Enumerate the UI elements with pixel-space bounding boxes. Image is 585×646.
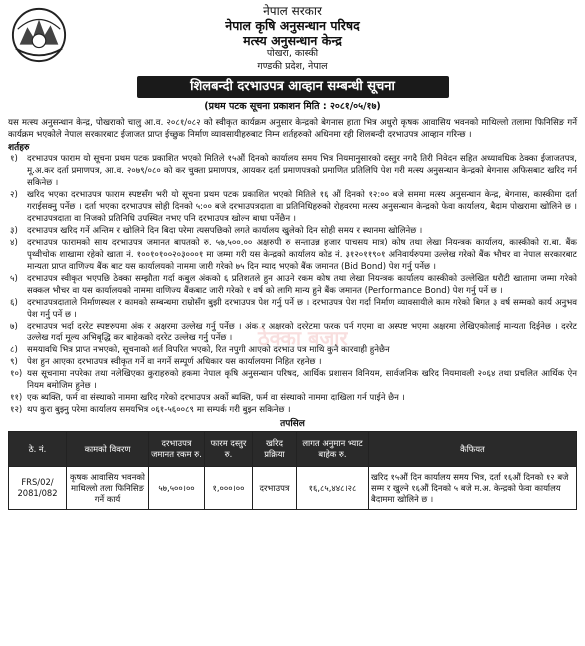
term-number: १) [10, 154, 18, 165]
table-row [9, 467, 577, 510]
term-item [8, 226, 577, 238]
office-header [8, 0, 577, 73]
term-item [8, 298, 577, 322]
term-number: ११) [10, 393, 23, 404]
column-header: कैफियत [369, 432, 577, 467]
table-cell: कृषक आवासिय भवनको माथिल्लो तला फिनिसिङ गर्ने कार्य [67, 467, 149, 510]
term-text: खरिद भएका दरभाउपत्र फाराम स्पष्टसँग भरी यो सूचना प्रथम पटक प्रकाशित भएको मितिले १६ औं दिनको १२:०० बजे सममा मत्स्य अनुसन्धान केन्द्र, बेगनास, कास्कीमा दर्ता गराईसक्नु पर्नेछ । दर्ता भएका दरभाउपत्र सोही दिनको ५:०० बजे दरभाउपत्रदाता वा प्रतिनिधिहरुको रोहवरमा मत्स्य अनुसन्धान केन्द्रको फेवा कार्यालय, बैदाम पोखरामा खोलिने छ । दरभाउपत्रदाता वा निजको प्रतिनिधि उपस्थित नभए पनि दरभाउपत्र खोल्न बाधा पर्नेछैन । [27, 190, 577, 224]
term-item [8, 405, 577, 417]
term-item [8, 274, 577, 298]
watermark-logo [256, 323, 348, 353]
schedule-heading: तपसिल [280, 419, 305, 430]
term-text: एक ब्यक्ति, फर्म वा संस्थाको नाममा खरिद गरेको दरभाउपत्र अर्को ब्यक्ति, फर्म वा संस्थाको नाममा दाखिला गर्न पाईने छैन । [27, 393, 405, 404]
term-number: १२) [10, 405, 23, 416]
term-item [8, 238, 577, 274]
table-cell: ५७,५००।०० [149, 467, 205, 510]
table-header-row [9, 432, 577, 467]
term-item [8, 393, 577, 405]
publication-date: (प्रथम पटक सूचना प्रकाशन मिति : २०८१/०५/१७) [204, 101, 381, 112]
table-cell: १,०००।०० [205, 467, 253, 510]
term-text: समयावधि भित्र प्राप्त नभएको, सूचनाको शर्त विपरित भएको, रित नपुगी आएको दरभाउ पत्र माथि कुनै कारवाही हुनेछैन [27, 345, 390, 356]
terms-list [8, 154, 577, 417]
table-cell: FRS/02/ 2081/082 [9, 467, 67, 510]
term-text: दरभाउपत्र फाराम यो सूचना प्रथम पटक प्रकाशित भएको मितिले १५औं दिनको कार्यालय समय भित्र नियमानुसारको दस्तुर नगदै तिरी निवेदन सहित अध्यावधिक ठेक्का ईजाजतपत्र, मू.अ.कर दर्ता प्रमाणपत्र, आ.व. २०७९/०८० को कर चुक्ता प्रमाणपत्र, आयकर दर्ता प्रमाणपत्रको प्रमाणित प्रतिलिपि पेश गरी मत्स्य अनुसन्धान केन्द्रको बेगनास अफिसबाट खरिद गर्न सकिनेछ । [27, 154, 577, 189]
term-number: ३) [10, 225, 18, 236]
term-text: दरभाउपत्र स्वीकृत भएपछि ठेक्का सम्झौता गर्दा कबुल अंकको ६ प्रतिशतले हुन आउने रकम कोष तथा लेखा नियन्त्रक कार्यालय कास्कीको उल्लेखित धरौटी खातामा जम्मा गरेको सक्कल भौचर वा यस कार्यालयको नाममा वाणिज्य बैंकबाट जारी गरेको १ वर्ष को लागि मान्य हुने बैंक जमानत (Performance Bond) पेश गर्नु पर्ने छ । [27, 273, 577, 296]
column-header: कामको विवरण [67, 432, 149, 467]
header-province: गण्डकी प्रदेश, नेपाल [257, 61, 328, 72]
term-text: थप कुरा बुझ्नु परेमा कार्यालय समयभित्र ०६१-५६००८९ मा सम्पर्क गरी बुझ्न सकिनेछ । [27, 405, 291, 416]
schedule-table [8, 431, 577, 510]
column-header: फारम दस्तुर रु. [205, 432, 253, 467]
table-cell: १६,८५,४४८।२८ [297, 467, 369, 510]
table-cell: दरभाउपत्र [253, 467, 297, 510]
notice-title: शिलबन्दी दरभाउपत्र आव्हान सम्बन्धी सूचना [137, 76, 449, 98]
table-cell: खरिद १५औं दिन कार्यालय समय भित्र, दर्ता १६औं दिनको १२ बजे सम्म र खुल्ने १६औं दिनको ५ बजे म.अ. केन्द्रको फेवा कार्यालय बैदाममा खोलिने छ । [369, 467, 577, 510]
term-item [8, 190, 577, 226]
terms-heading: शर्तहरु [8, 143, 30, 154]
header-center: मत्स्य अनुसन्धान केन्द्र [243, 33, 342, 48]
term-text: दरभाउपत्र भर्दा दररेट स्पष्टरुपमा अंक र अक्षरमा उल्लेख गर्नु पर्नेछ । अंक र अक्षरको दररेटमा फरक पर्न गएमा वा अस्पष्ट भएमा अक्षरमा लेखिएकोलाई मान्यता दिईनेछ । दररेट उल्लेख गर्दा मूल्य अभिबृद्धि कर बाहेकको दररेट उल्लेख गर्नु पर्नेछ । [27, 321, 577, 344]
intro-paragraph: यस मत्स्य अनुसन्धान केन्द्र, पोखराको चालु आ.व. २०८१/०८२ को स्वीकृत कार्यक्रम अनुसार केन्द्रको बेगनास हाता भित्र अधुरो कृषक आवासिय भवनको माथिल्लो तलामा फिनिसिङ गर्ने कार्यक्रम भएकोले नेपाल सरकारबाट ईजाजत प्राप्त ईच्छुक निर्माण व्यावसायीहरुबाट निम्न शर्तहरुको अधिनमा रही शिलबन्दी दरभाउपत्र आव्हान गरिन्छ । [8, 118, 577, 141]
column-header: दरभाउपत्र जमानत रकम रु. [149, 432, 205, 467]
header-council: नेपाल कृषि अनुसन्धान परिषद [225, 18, 360, 33]
term-number: ८) [10, 345, 18, 356]
term-number: १०) [10, 369, 23, 380]
term-number: ५) [10, 273, 18, 284]
column-header: ठे. नं. [9, 432, 67, 467]
term-text: यस सूचनामा नपरेका तथा नलेखिएका कुराहरुको हकमा नेपाल कृषि अनुसन्धान परिषद, आर्थिक प्रशासन विनियम, सार्वजनिक खरिद नियमावली २०६४ तथा प्रचलित आर्थिक ऐन नियम बमोजिम हुनेछ । [27, 369, 577, 392]
government-emblem-icon [10, 6, 68, 64]
term-item [8, 369, 577, 393]
column-header: खरिद प्रक्रिया [253, 432, 297, 467]
term-text: पेश हुन आएका दरभाउपत्र स्वीकृत गर्ने वा नगर्ने सम्पूर्ण अधिकार यस कार्यालयमा निहित रहनेछ । [27, 357, 322, 368]
watermark-text: ठेक्का बजार [258, 326, 348, 350]
term-text: दरभाउपत्र फारामको साथ दरभाउपत्र जमानत बापतको रु. ५७,५००.०० अक्षरुपी रु सन्ताउन्न हजार पाचसय मात्र) कोष तथा लेखा नियन्त्रक कार्यालय, कास्कीको रा.बा. बैंक पृथ्वीचोक शाखामा रहेको खाता नं. १००१०१००२०३०००१ मा जम्मा गरी यस केन्द्रको कार्यालय कोड नं. ३१२०११९०१ अनिवार्यरुपमा उल्लेख गरेको बैंक भौचर वा नेपाल सरकारबाट मान्यता प्राप्त वाणिज्य बैंक बाट यस कार्यालयको नाममा जारी गरेको ७५ दिन म्याद भएको बैंक जमानत (Bid Bond) पेश गर्नु पर्नेछ । [27, 237, 577, 272]
term-text: दरभाउपत्र खरिद गर्ने अन्तिम र खोलिने दिन बिदा परेमा त्यसपछिको लगते कार्यालय खुलेको दिन सोही समय र स्थानमा खोलिनेछ । [27, 225, 423, 236]
term-item [8, 154, 577, 190]
column-header: लागत अनुमान भ्याट बाहेक रु. [297, 432, 369, 467]
term-number: ४) [10, 237, 18, 248]
term-number: २) [10, 190, 18, 201]
term-text: दरभाउपत्रदाताले निर्माणस्थल र कामको सम्बन्धमा राम्रोसँग बुझी दरभाउपत्र पेश गर्नु पर्ने छ । दरभाउपत्र पेश गर्दा निर्माण व्यावसायीले काम गरेको बिगत ३ वर्ष सम्मको कार्य अनुभव पेश गर्नु पर्ने छ । [27, 297, 577, 320]
term-number: ६) [10, 297, 18, 308]
header-location: पोखरा, कास्की [266, 48, 319, 59]
header-government: नेपाल सरकार [263, 4, 322, 18]
term-number: ७) [10, 321, 18, 332]
term-number: ९) [10, 357, 18, 368]
term-item [8, 357, 577, 369]
